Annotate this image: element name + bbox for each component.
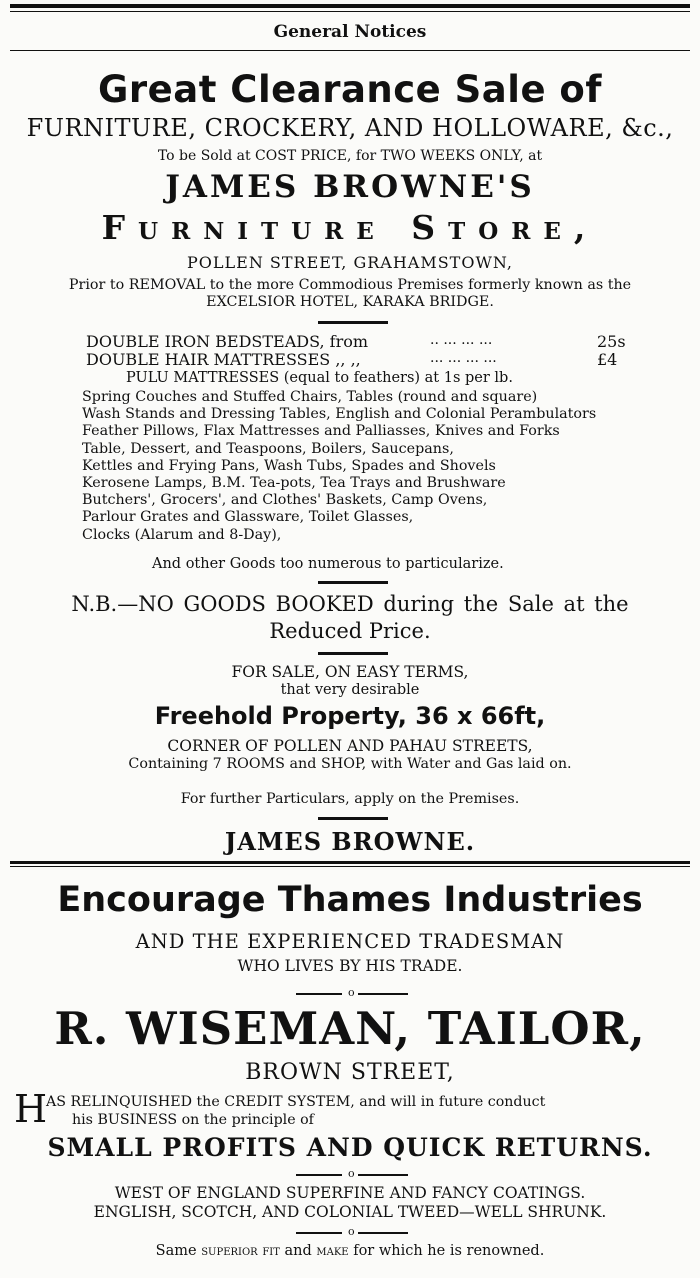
ad1-terms: To be Sold at COST PRICE, for TWO WEEKS ONLY, at (157, 148, 543, 164)
separator-dash (296, 993, 342, 995)
ad1-address: POLLEN STREET, GRAHAMSTOWN, (187, 253, 513, 272)
goods-list (82, 389, 596, 544)
ad2-headline: Encourage Thames Industries (57, 880, 643, 920)
priced-item-price: £4 (597, 350, 618, 369)
ad-divider-thin-rule (10, 866, 690, 867)
property-containing: Containing 7 ROOMS and SHOP, with Water and Gas laid on. (128, 756, 572, 772)
ad1-subhead: FURNITURE, CROCKERY, AND HOLLOWARE, &c., (26, 114, 674, 142)
priced-item-leaders: .. ... ... ... (430, 332, 493, 348)
fit-and: and (284, 1243, 312, 1259)
coatings-line: WEST OF ENGLAND SUPERFINE AND FANCY COATINGS. (114, 1184, 586, 1202)
ad1-signature: JAMES BROWNE. (224, 827, 476, 856)
goods-list-item: Parlour Grates and Glassware, Toilet Glasses, (82, 509, 414, 526)
ad2-line2: WHO LIVES BY HIS TRADE. (237, 957, 463, 975)
ad1-removal-line1: Prior to REMOVAL to the more Commodious Premises formerly known as the (68, 277, 632, 293)
ad1-removal-line2: EXCELSIOR HOTEL, KARAKA BRIDGE. (206, 294, 494, 310)
separator-o: o (348, 1225, 355, 1238)
short-rule (318, 581, 388, 584)
tailor-name: R. WISEMAN, TAILOR, (54, 1002, 646, 1055)
tailor-street: BROWN STREET, (245, 1060, 455, 1085)
fit-make: make (316, 1243, 349, 1259)
particulars: For further Particulars, apply on the Premises. (180, 791, 520, 807)
drop-cap: H (14, 1087, 48, 1131)
fit-word: fit (262, 1243, 280, 1259)
priced-item-row (86, 332, 368, 351)
ad2-body-line1: AS RELINQUISHED the CREDIT SYSTEM, and will in future conduct (46, 1094, 546, 1110)
property-title: Freehold Property, 36 x 66ft, (154, 702, 546, 730)
goods-list-item: Clocks (Alarum and 8-Day), (82, 526, 282, 543)
ad1-store-name: Furniture Store, (101, 208, 599, 247)
priced-item-name: DOUBLE HAIR MATTRESSES ,, ,, (86, 350, 361, 369)
property-corner: CORNER OF POLLEN AND PAHAU STREETS, (167, 737, 533, 755)
separator-dash (296, 1174, 342, 1176)
ad2-body-line2: his BUSINESS on the principle of (72, 1112, 314, 1128)
top-border-thin-rule (10, 11, 690, 12)
goods-list-item: Wash Stands and Dressing Tables, English and Colonial Perambulators (82, 406, 597, 423)
tweeds-line: ENGLISH, SCOTCH, AND COLONIAL TWEED—WELL SHRUNK. (93, 1203, 607, 1221)
desirable: that very desirable (280, 682, 420, 698)
other-goods: And other Goods too numerous to particularize. (152, 556, 504, 572)
ad-divider-rule (10, 861, 690, 864)
nb-notice-line1: N.B.—NO GOODS BOOKED during the Sale at the (71, 592, 629, 616)
fit-pre: Same (155, 1243, 197, 1259)
separator-o: o (348, 1167, 355, 1180)
goods-list-item: Feather Pillows, Flax Mattresses and Palliasses, Knives and Forks (82, 423, 560, 440)
ad1-headline: Great Clearance Sale of (98, 68, 602, 111)
priced-item-row (86, 350, 361, 369)
goods-list-item: Kettles and Frying Pans, Wash Tubs, Spades and Shovels (82, 457, 496, 474)
priced-item-price: 25s (597, 332, 626, 351)
ad1-store-owner: JAMES BROWNE'S (165, 169, 535, 205)
fit-post: for which he is renowned. (353, 1243, 545, 1259)
nb-notice-line2: Reduced Price. (269, 619, 431, 643)
top-border-rule (10, 4, 690, 8)
short-rule (318, 652, 388, 655)
goods-list-item: Spring Couches and Stuffed Chairs, Tables (round and square) (82, 389, 538, 405)
for-sale: FOR SALE, ON EASY TERMS, (231, 663, 469, 681)
goods-list-item: Butchers', Grocers', and Clothes' Baskets, Camp Ovens, (82, 492, 488, 509)
priced-item-name: DOUBLE IRON BEDSTEADS, from (86, 332, 369, 351)
goods-list-item: Kerosene Lamps, B.M. Tea-pots, Tea Trays and Brushware (82, 475, 506, 492)
separator-o: o (348, 986, 355, 999)
fit-superior: superior (201, 1243, 258, 1259)
separator-dash (296, 1232, 342, 1234)
business-motto: SMALL PROFITS AND QUICK RETURNS. (47, 1133, 653, 1162)
priced-item-leaders: ... ... ... ... (430, 350, 497, 366)
fit-line (0, 1243, 700, 1259)
pulu-line: PULU MATTRESSES (equal to feathers) at 1s per lb. (126, 370, 513, 386)
separator-dash (358, 1174, 408, 1176)
goods-list-item: Table, Dessert, and Teaspoons, Boilers, Saucepans, (82, 440, 454, 457)
ad2-line1: AND THE EXPERIENCED TRADESMAN (135, 930, 565, 953)
section-title: General Notices (273, 22, 427, 42)
short-rule (318, 321, 388, 324)
separator-dash (358, 1232, 408, 1234)
short-rule (318, 817, 388, 820)
separator-dash (358, 993, 408, 995)
header-underline (10, 50, 690, 51)
